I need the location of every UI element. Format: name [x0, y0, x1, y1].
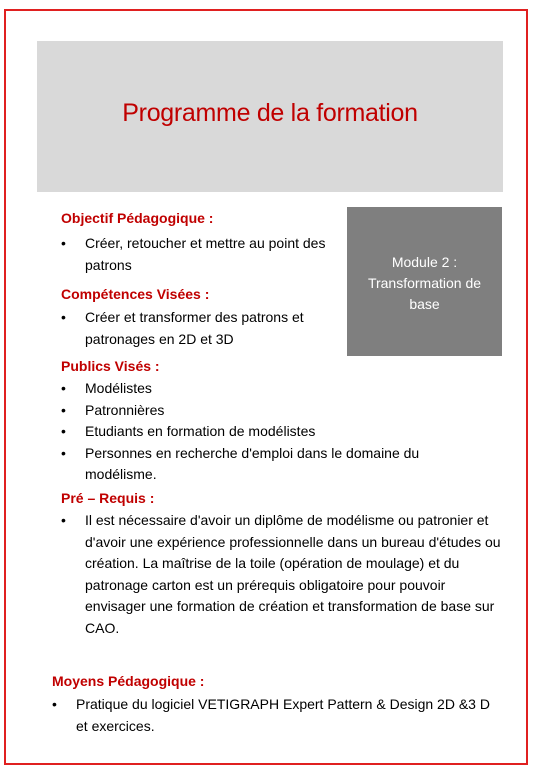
page-title: Programme de la formation [122, 99, 418, 127]
competences-list [61, 307, 345, 350]
bullet-icon: • [61, 401, 66, 418]
list-item: • Créer et transformer des patrons et patronages en 2D et 3D [61, 309, 304, 347]
module-name-line2: base [409, 296, 440, 312]
competences-heading: Compétences Visées : [61, 286, 210, 302]
prerequis-heading: Pré – Requis : [61, 490, 155, 506]
publics-list [61, 378, 491, 486]
module-number: Module 2 : [391, 254, 458, 270]
objectif-heading: Objectif Pédagogique : [61, 210, 214, 226]
moyens-heading: Moyens Pédagogique : [52, 673, 205, 689]
list-item: • Modélistes [61, 378, 491, 400]
objectif-list [61, 233, 331, 276]
bullet-icon: • [61, 235, 66, 251]
list-item: • Créer, retoucher et mettre au point des patrons [61, 235, 326, 273]
list-item: • Il est nécessaire d'avoir un diplôme de modélisme ou patronier et d'avoir une expérience professionnelle dans un bureau d'études ou création. La maîtrise de la toile (opération de moulage) et du patronage carton est un prérequis obligatoire pour pouvoir envisager une formation de création et transformation de base sur CAO. [61, 512, 501, 636]
list-item: • Etudiants en formation de modélistes [61, 421, 491, 443]
moyens-list [52, 694, 492, 737]
bullet-icon: • [61, 444, 66, 461]
bullet-icon: • [61, 380, 66, 396]
bullet-icon: • [61, 512, 66, 528]
bullet-icon: • [52, 696, 57, 712]
list-item: • Patronnières [61, 400, 491, 422]
prerequis-list [61, 510, 501, 640]
bullet-icon: • [61, 309, 66, 325]
list-item: • Pratique du logiciel VETIGRAPH Expert Pattern & Design 2D &3 D et exercices. [52, 696, 490, 734]
list-item: • Personnes en recherche d'emploi dans le domaine du modélisme. [61, 444, 420, 483]
module-name-line1: Transformation de [367, 275, 482, 291]
publics-heading: Publics Visés : [61, 358, 160, 374]
title-banner [37, 41, 503, 192]
module-card [347, 207, 502, 356]
bullet-icon: • [61, 423, 66, 440]
